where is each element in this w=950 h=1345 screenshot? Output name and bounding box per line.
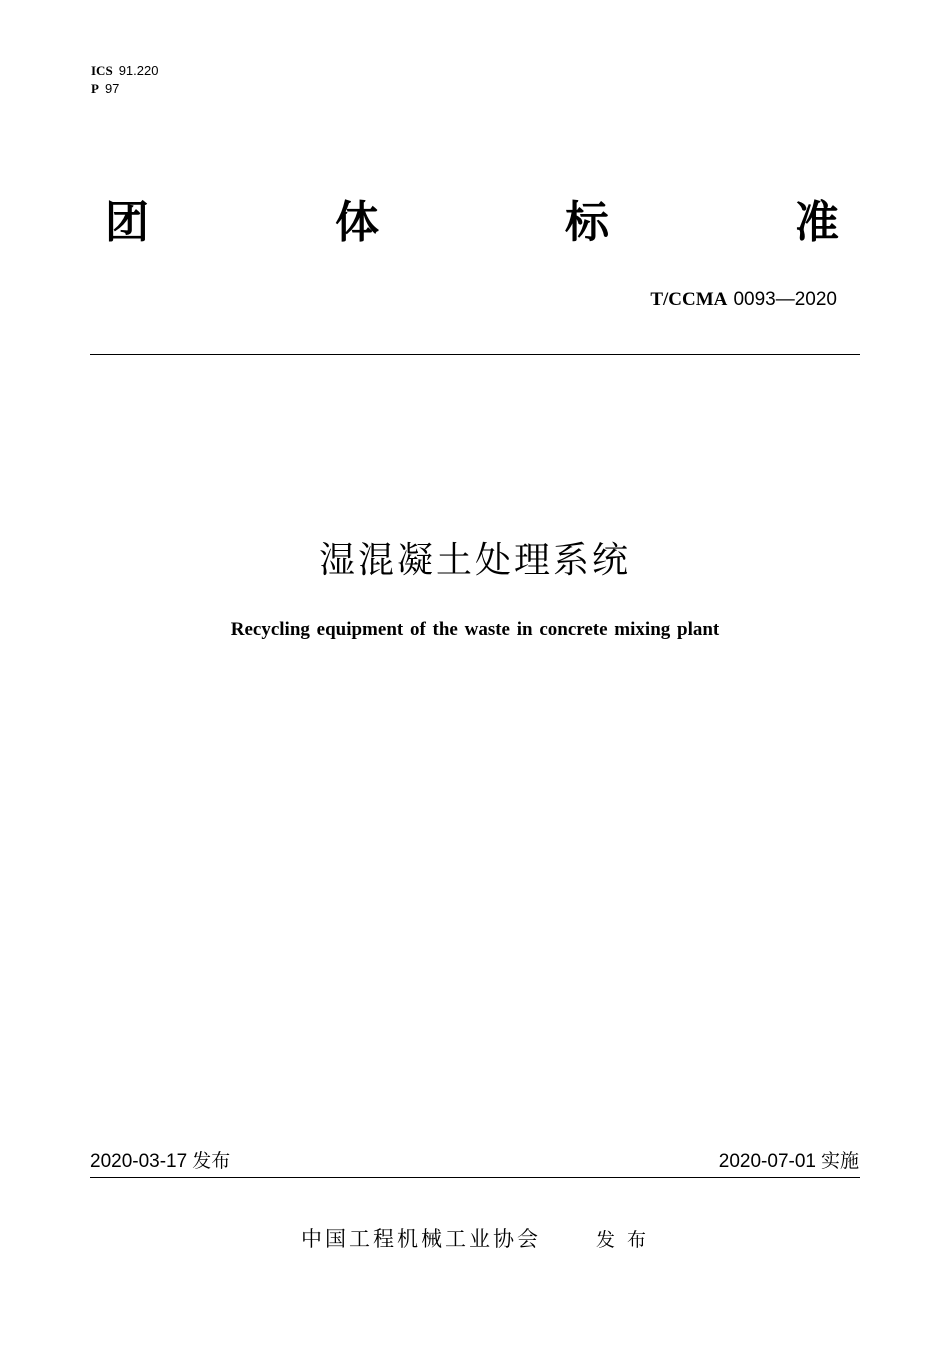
implementation-label: 实施 xyxy=(820,1150,859,1172)
document-title-chinese: 湿混凝土处理系统 xyxy=(318,540,631,581)
standard-number xyxy=(650,288,837,311)
standard-number-prefix: T/CCMA xyxy=(650,289,728,310)
classification-codes xyxy=(91,62,158,98)
issue-date-line xyxy=(90,1146,230,1173)
implementation-date-line xyxy=(719,1146,859,1173)
document-title-english: Recycling equipment of the waste in concrete mixing plant xyxy=(230,619,720,640)
ccs-code-row xyxy=(91,80,158,98)
standard-type-char: 团 xyxy=(105,197,149,248)
publisher-name: 中国工程机械工业协会 xyxy=(301,1227,541,1251)
bottom-divider xyxy=(90,1177,860,1178)
ics-code-row xyxy=(91,62,158,80)
ics-value: 91.220 xyxy=(118,63,159,78)
ccs-value: 97 xyxy=(104,81,120,96)
ics-label: ICS xyxy=(91,63,113,78)
standard-type-char: 体 xyxy=(335,197,379,248)
standard-type-char: 标 xyxy=(565,197,609,248)
implementation-date: 2020-07-01 xyxy=(718,1151,816,1172)
issue-date: 2020-03-17 xyxy=(90,1151,188,1172)
standard-type-char: 准 xyxy=(795,197,839,248)
ccs-label: P xyxy=(91,81,99,96)
issue-label: 发布 xyxy=(192,1150,231,1172)
standard-type-heading xyxy=(90,195,850,255)
publisher-action: 发布 xyxy=(596,1229,659,1251)
top-divider xyxy=(90,354,860,355)
standard-number-code: 0093—2020 xyxy=(733,289,837,310)
